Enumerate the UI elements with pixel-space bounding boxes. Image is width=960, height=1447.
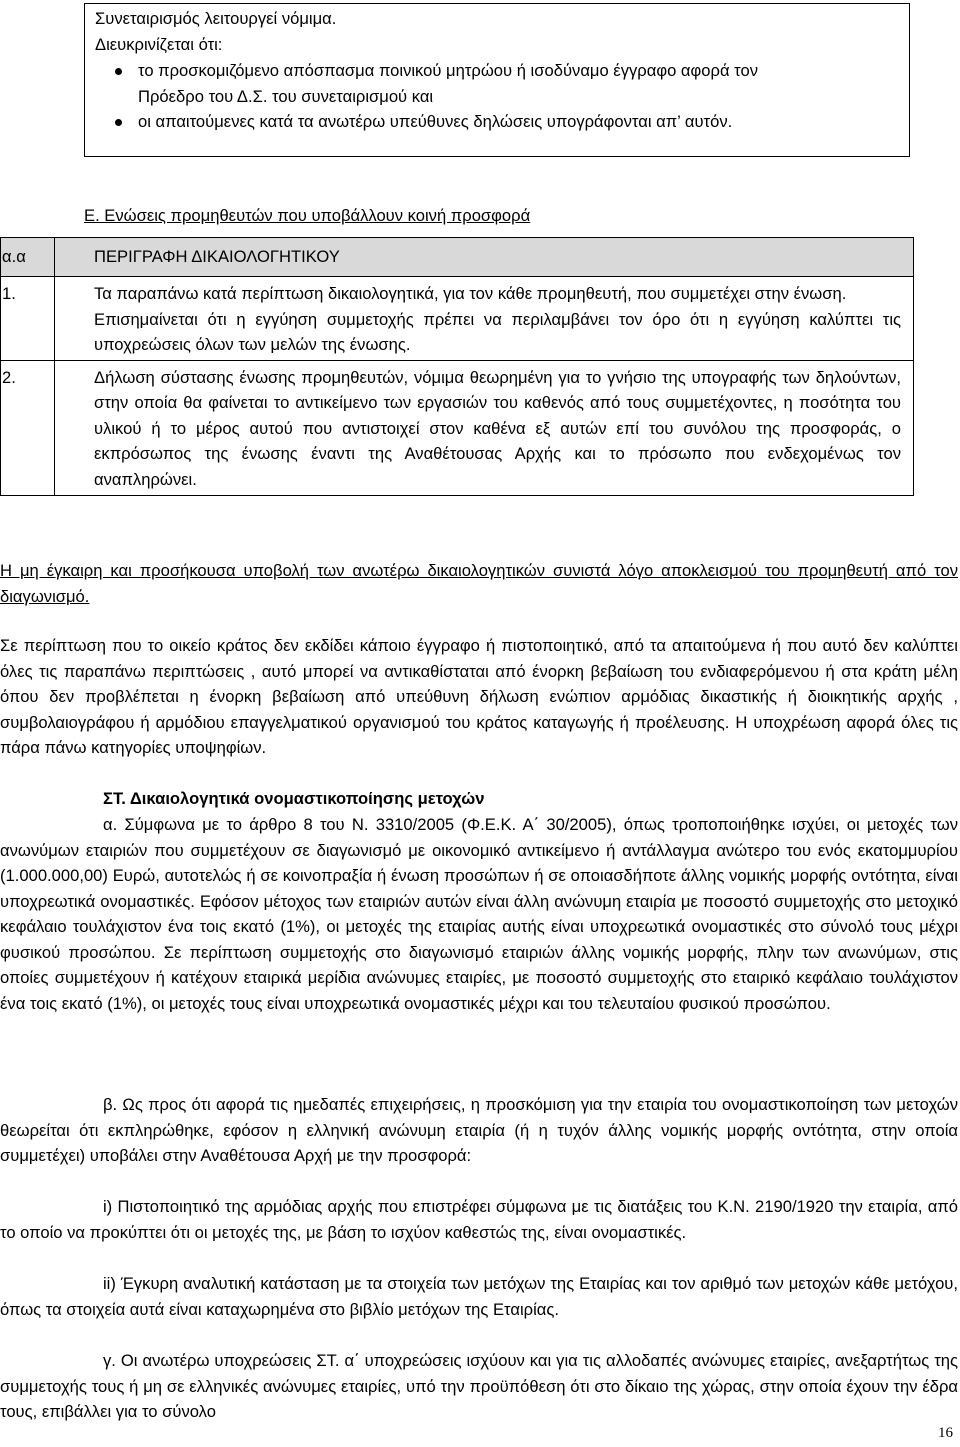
row-text: Τα παραπάνω κατά περίπτωση δικαιολογητικά, για τον κάθε προμηθευτή, που συμμετέχει στην ένωση. — [94, 284, 847, 303]
paragraph-state-documents: Σε περίπτωση που το οικείο κράτος δεν εκδίδει κάποιο έγγραφο ή πιστοποιητικό, από τα απαιτούμενα ή που αυτό δεν καλύπτει όλες τις παραπάνω περιπτώσεις , αυτό μπορεί να αντικαθίσταται από ένορκη βεβαίωση του ενδιαφερόμενου ή στα κράτη μέλη όπου δεν προβλέπεται η ένορκη βεβαίωση από υπεύθυνη δήλωση ενώπιον αρμόδιας δικαστικής ή διοικητικής αρχής , συμβολαιογράφου ή αρμόδιου επαγγελματικού οργανισμού του κράτος καταγωγής ή προέλευσης. Η υποχρέωση αφορά όλες τις πάρα πάνω κατηγορίες υποψηφίων. — [0, 636, 958, 757]
row-number: 1. — [1, 277, 55, 361]
paragraph-c: γ. Οι ανωτέρω υποχρεώσεις ΣΤ. α΄ υποχρεώσεις ισχύουν και για τις αλλοδαπές ανώνυμες εταιρίες, ανεξαρτήτως της συμμετοχής τους ή μη σε ελληνικές ανώνυμες εταιρίες, υπό την προϋπόθεση ότι στο δίκαιο της χώρας, στην οποία έχουν την έδρα τους, επιβάλλει για το σύνολο — [0, 1351, 958, 1421]
legal-note-box — [84, 3, 910, 157]
row-description — [55, 277, 914, 361]
row-description — [55, 360, 914, 496]
row-number: 2. — [1, 360, 55, 496]
section-st-heading — [103, 786, 485, 812]
box-bullet-item: οι απαιτούμενες κατά τα ανωτέρω υπεύθυνες δηλώσεις υπογράφονται απ’ αυτόν. — [95, 109, 838, 135]
section-e-heading: Ε. Ενώσεις προμηθευτών που υποβάλλουν κοινή προσφορά — [84, 206, 531, 225]
documents-table — [0, 237, 914, 496]
section-st-text: ΣΤ. Δικαιολογητικά ονομαστικοποίησης μετοχών — [103, 789, 485, 808]
page-number: 16 — [938, 1425, 953, 1441]
paragraph-b: β. Ως προς ότι αφορά τις ημεδαπές επιχειρήσεις, η προσκόμιση για την εταιρία του ονομαστικοποίηση των μετοχών θεωρείται ότι εκπληρώθηκε, εφόσον η ελληνική ανώνυμη εταιρία (ή η τυχόν άλλης νομικής μορφής οντότητα, στην οποία συμμετέχει) υποβάλει στην Αναθέτουσα Αρχή με την προσφορά: — [0, 1095, 958, 1165]
box-bullet-item: το προσκομιζόμενο απόσπασμα ποινικού μητρώου ή ισοδύναμο έγγραφο αφορά τον Πρόεδρο του Δ.Σ. του συνεταιρισμού και — [95, 58, 798, 109]
bullet-dot-icon — [115, 119, 122, 126]
row-text: Δήλωση σύστασης ένωσης προμηθευτών, νόμιμα θεωρημένη για το γνήσιο της υπογραφής των δηλούντων, στην οποία θα φαίνεται το αντικείμενο των εργασιών του καθενός από τους συμμετέχοντες, η ποσότητα του υλικού ή το μέρος αυτού που αντιστοιχεί στον καθένα εξ αυτών επί του συνόλου της προσφοράς, ο εκπρόσωπος της ένωσης έναντι της Αναθέτουσας Αρχής και το πρόσωπο που ενδεχομένως τον αναπληρώνει. — [94, 367, 901, 489]
table-row — [1, 277, 914, 361]
header-col-aa: α.α — [1, 238, 55, 277]
table-row — [1, 360, 914, 496]
bullet-dot-icon — [115, 68, 122, 75]
header-col-description: ΠΕΡΙΓΡΑΦΗ ΔΙΚΑΙΟΛΟΓΗΤΙΚΟΥ — [55, 238, 914, 277]
box-line-1: Συνεταιρισμός λειτουργεί νόμιμα. — [95, 9, 337, 28]
exclusion-note: Η μη έγκαιρη και προσήκουσα υποβολή των ανωτέρω δικαιολογητικών συνιστά λόγο αποκλεισμού του προμηθευτή από τον διαγωνισμό. — [0, 561, 958, 606]
box-bullet-list — [95, 58, 909, 135]
paragraph-a: α. Σύμφωνα με το άρθρο 8 του Ν. 3310/2005 (Φ.Ε.Κ. Α΄ 30/2005), όπως τροποποιήθηκε ισχύει, οι μετοχές των ανωνύμων εταιριών που συμμετέχουν σε διαγωνισμό με οικονομικό αντικείμενο ή αντάλλαγμα ανώτερο του ενός εκατομμυρίου (1.000.000,00) Ευρώ, αυτοτελώς ή σε κοινοπραξία ή ένωση προσώπων ή σε οποιασδήποτε άλλης νομικής μορφής οντότητα, είναι υποχρεωτικά ονομαστικές. Εφόσον μέτοχος των εταιριών αυτών είναι άλλη ανώνυμη εταιρία με ποσοστό συμμετοχής στο μετοχικό κεφάλαιο τουλάχιστον ένα τοις εκατό (1%), οι μετοχές της εταιρίας αυτής είναι υποχρεωτικά ονομαστικές στο σύνολό τους μέχρι φυσικού προσώπου. Σε περίπτωση συμμετοχής στο διαγωνισμό εταιριών άλλης νομικής μορφής, πλην των ανωνύμων, στις οποίες συμμετέχουν ή κατέχουν εταιρικά μερίδια ανώνυμες εταιρίες, με ποσοστό συμμετοχής στο εταιρικό κεφάλαιο τουλάχιστον ένα τοις εκατό (1%), οι μετοχές τους είναι υποχρεωτικά ονομαστικές μέχρι και του τελευταίου φυσικού προσώπου. — [0, 815, 958, 1013]
paragraph-b-ii: ii) Έγκυρη αναλυτική κατάσταση με τα στοιχεία των μετόχων της Εταιρίας και τον αριθμό των μετοχών κάθε μετόχου, όπως τα στοιχεία αυτά είναι καταχωρημένα στο βιβλίο μετόχων της Εταιρίας. — [0, 1274, 958, 1319]
table-header-row — [1, 238, 914, 277]
paragraph-b-i: i) Πιστοποιητικό της αρμόδιας αρχής που επιστρέφει σύμφωνα με τις διατάξεις του Κ.Ν. 2190/1920 την εταιρία, από το οποίο να προκύπτει ότι οι μετοχές της, με βάση το ισχύον καθεστώς της, είναι ονομαστικές. — [0, 1197, 958, 1242]
box-line-2: Διευκρινίζεται ότι: — [95, 35, 223, 54]
row-text: Επισημαίνεται ότι η εγγύηση συμμετοχής πρέπει να περιλαμβάνει τον όρο ότι η εγγύηση καλύπτει τις υποχρεώσεις όλων των μελών της ένωσης. — [94, 309, 901, 354]
